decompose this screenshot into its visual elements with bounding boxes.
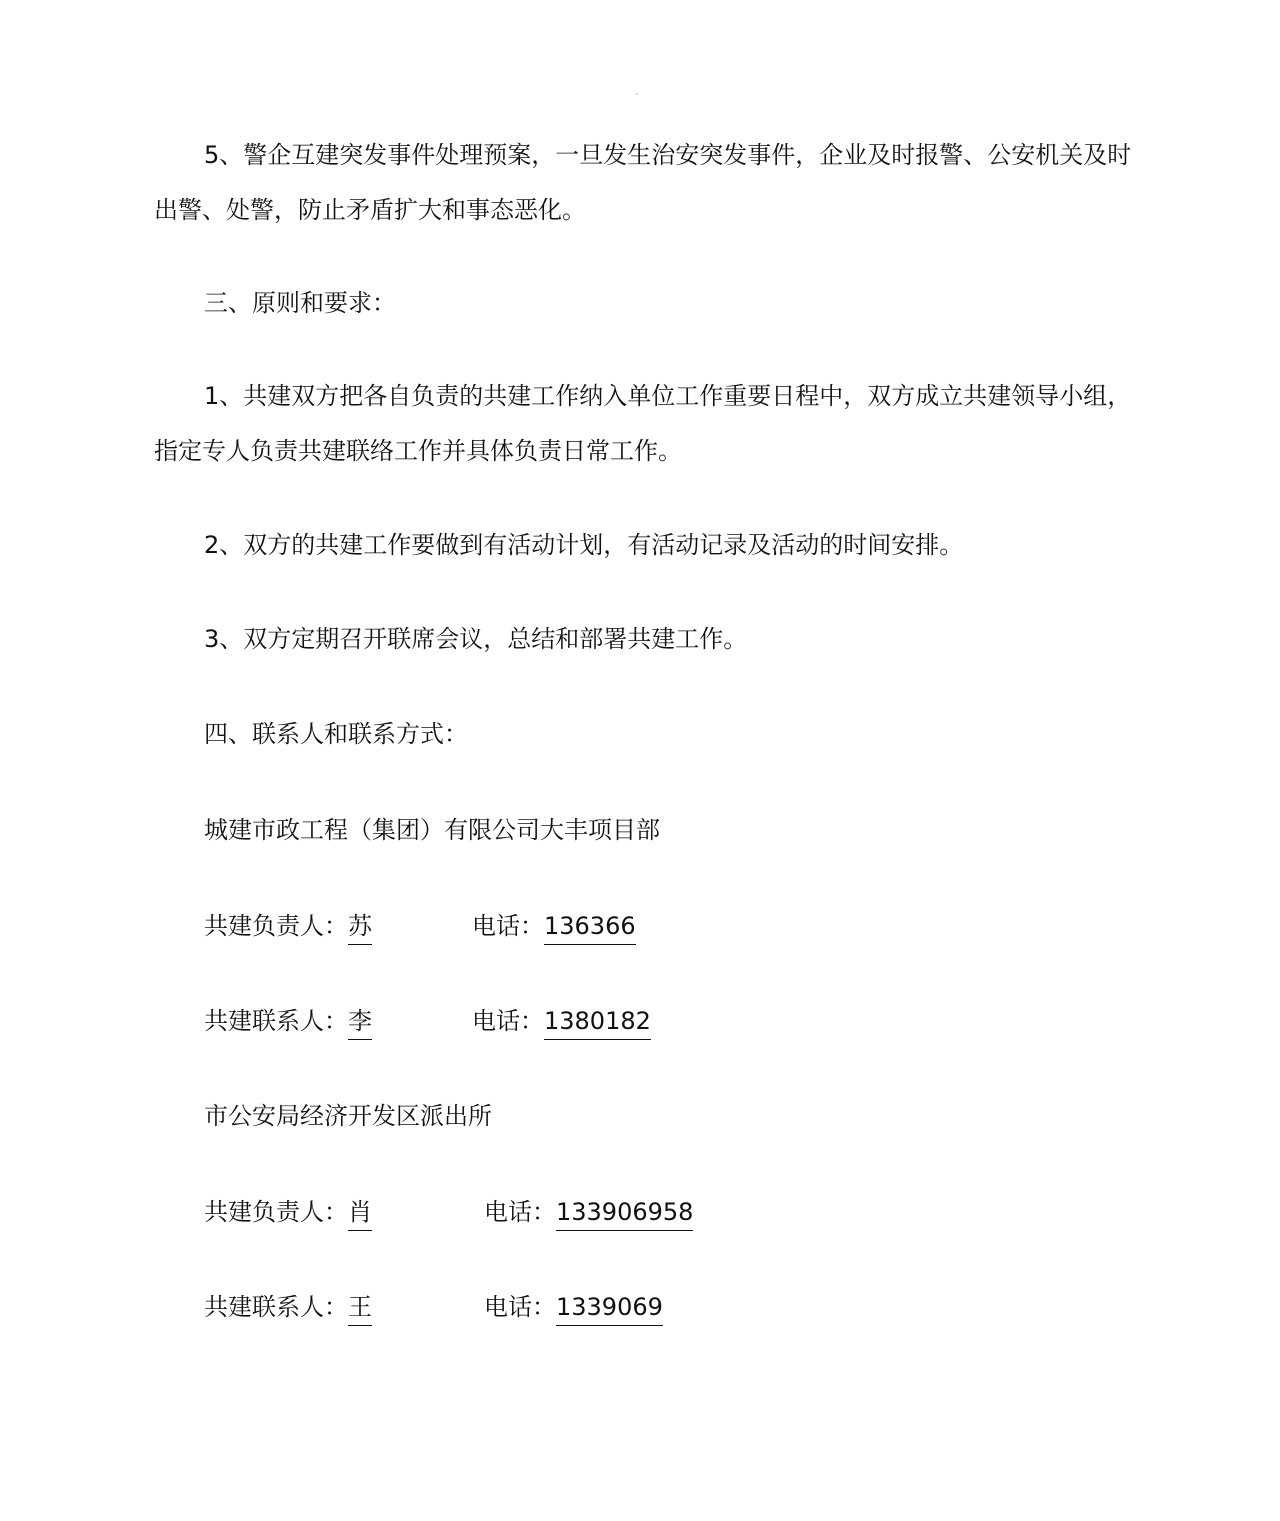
org1-contact-label: 共建联系人：	[204, 1007, 348, 1035]
org1-leader-label: 共建负责人：	[204, 912, 348, 940]
org1-contact-row	[204, 1001, 372, 1041]
org2-leader-phone-row	[484, 1192, 693, 1232]
org1-leader-phone-row	[472, 906, 636, 946]
page-marker	[636, 93, 638, 95]
org1-leader-row	[204, 906, 372, 946]
org1-contact-phone: 1380182	[544, 1003, 651, 1040]
org2-contact-phone-label: 电话：	[484, 1293, 556, 1321]
section-4-heading: 四、联系人和联系方式：	[204, 720, 468, 748]
requirement-3: 3、双方定期召开联席会议，总结和部署共建工作。	[204, 625, 748, 653]
section-3-heading: 三、原则和要求：	[204, 289, 396, 317]
org1-name: 城建市政工程（集团）有限公司大丰项目部	[204, 816, 660, 844]
requirement-1: 1、共建双方把各自负责的共建工作纳入单位工作重要日程中，双方成立共建领导小组，指定专人负责共建联络工作并具体负责日常工作。	[154, 382, 1132, 465]
org1-leader-name: 苏	[348, 908, 372, 945]
paragraph-item-5: 5、警企互建突发事件处理预案，一旦发生治安突发事件，企业及时报警、公安机关及时出警、处警，防止矛盾扩大和事态恶化。	[154, 141, 1132, 224]
org2-contact-phone: 1339069	[556, 1289, 663, 1326]
org2-contact-phone-row	[484, 1287, 663, 1327]
org1-contact-name: 李	[348, 1003, 372, 1040]
org1-contact-phone-label: 电话：	[472, 1007, 544, 1035]
org2-contact-name: 王	[348, 1289, 372, 1326]
org2-contact-row	[204, 1287, 372, 1327]
org2-contact-label: 共建联系人：	[204, 1293, 348, 1321]
org2-name: 市公安局经济开发区派出所	[204, 1102, 492, 1130]
org2-leader-phone: 133906958	[556, 1194, 693, 1231]
requirement-2: 2、双方的共建工作要做到有活动计划，有活动记录及活动的时间安排。	[204, 531, 964, 559]
org2-leader-name: 肖	[348, 1194, 372, 1231]
org1-contact-phone-row	[472, 1001, 651, 1041]
org2-leader-row	[204, 1192, 372, 1232]
org2-leader-phone-label: 电话：	[484, 1198, 556, 1226]
org1-leader-phone: 136366	[544, 908, 636, 945]
org2-leader-label: 共建负责人：	[204, 1198, 348, 1226]
org1-leader-phone-label: 电话：	[472, 912, 544, 940]
